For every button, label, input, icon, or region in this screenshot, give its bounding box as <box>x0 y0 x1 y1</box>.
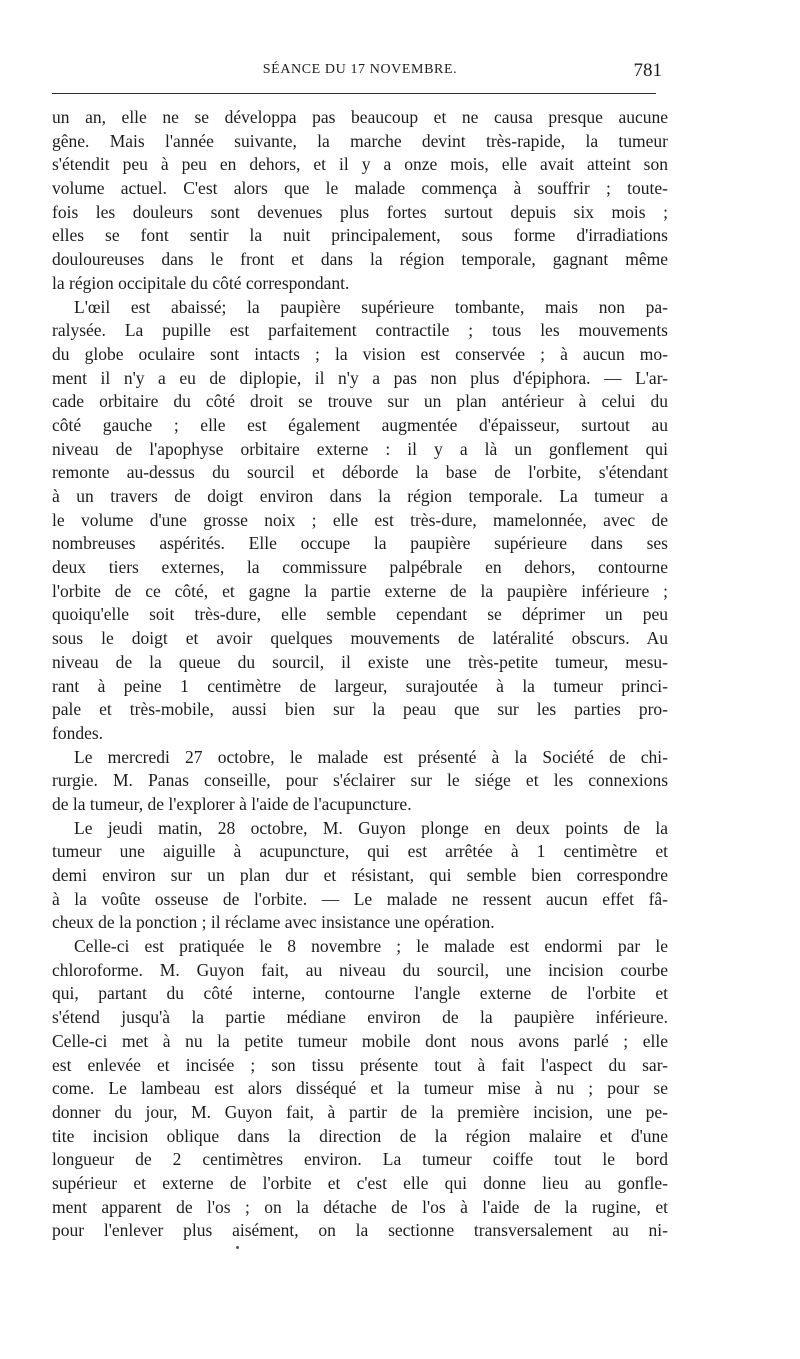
text-line: la région occipitale du côté correspondant. <box>52 272 350 293</box>
text-line: longueur de 2 centimètres environ. La tumeur coiffe tout le bord <box>52 1149 668 1170</box>
text-line: qui, partant du côté interne, contourne l'angle externe de l'orbite et <box>52 983 668 1004</box>
paragraph-start-line: Le jeudi matin, 28 octobre, M. Guyon plonge en deux points de la <box>74 817 668 838</box>
text-line: deux tiers externes, la commissure palpébrale en dehors, contourne <box>52 557 668 578</box>
text-line: fois les douleurs sont devenues plus fortes surtout depuis six mois ; <box>52 201 668 222</box>
text-line: ment il n'y a eu de diplopie, il n'y a pas non plus d'épiphora. — L'ar- <box>52 367 668 388</box>
text-line: de la tumeur, de l'explorer à l'aide de l'acupuncture. <box>52 793 412 814</box>
text-line: volume actuel. C'est alors que le malade commença à souffrir ; toute- <box>52 178 668 199</box>
text-line: s'étend jusqu'à la partie médiane environ de la paupière inférieure. <box>52 1007 668 1028</box>
text-line: fondes. <box>52 722 104 743</box>
text-line: chloroforme. M. Guyon fait, au niveau du sourcil, une incision courbe <box>52 959 668 980</box>
text-line: niveau de l'apophyse orbitaire externe : il y a là un gonflement qui <box>52 438 668 459</box>
paragraph-start-line: Le mercredi 27 octobre, le malade est présenté à la Société de chi- <box>74 746 668 767</box>
text-line: pale et très-mobile, aussi bien sur la peau que sur les parties pro- <box>52 699 668 720</box>
text-line: à un travers de doigt environ dans la région temporale. La tumeur a <box>52 486 668 506</box>
text-line: quoiqu'elle soit très-dure, elle semble cependant se déprimer un peu <box>52 604 668 625</box>
text-line: tite incision oblique dans la direction de la région malaire et d'une <box>52 1125 668 1146</box>
text-line: remonte au-dessus du sourcil et déborde la base de l'orbite, s'étendant <box>52 462 668 483</box>
text-line: rurgie. M. Panas conseille, pour s'éclairer sur le siége et les connexions <box>52 770 668 791</box>
text-line: à la voûte osseuse de l'orbite. — Le malade ne ressent aucun effet fâ- <box>52 888 668 909</box>
text-line: gêne. Mais l'année suivante, la marche devint très-rapide, la tumeur <box>52 130 668 151</box>
paragraph-start-line: L'œil est abaissé; la paupière supérieure tombante, mais non pa- <box>74 296 668 317</box>
text-line: come. Le lambeau est alors disséqué et la tumeur mise à nu ; pour se <box>52 1078 668 1099</box>
text-line: s'étendit peu à peu en dehors, et il y a onze mois, elle avait atteint son <box>52 154 668 175</box>
text-line: douloureuses dans le front et dans la région temporale, gagnant même <box>52 249 668 270</box>
text-line: tumeur une aiguille à acupuncture, qui est arrêtée à 1 centimètre et <box>52 841 668 862</box>
running-title: SÉANCE DU 17 NOVEMBRE. <box>262 62 458 77</box>
running-header <box>52 60 668 86</box>
text-line: cade orbitaire du côté droit se trouve sur un plan antérieur à celui du <box>52 391 668 412</box>
body-text <box>52 106 668 1243</box>
text-line: cheux de la ponction ; il réclame avec insistance une opération. <box>52 912 495 933</box>
text-line: sous le doigt et avoir quelques mouvements de latéralité obscurs. Au <box>52 628 668 649</box>
text-line: pour l'enlever plus aisément, on la sectionne transversalement au ni- <box>52 1220 668 1241</box>
text-line: demi environ sur un plan dur et résistant, qui semble bien correspondre <box>52 865 668 885</box>
text-line: est enlevée et incisée ; son tissu présente tout à fait l'aspect du sar- <box>52 1054 668 1075</box>
text-line: elles se font sentir la nuit principalement, sous forme d'irradiations <box>52 225 668 246</box>
print-speck <box>236 1246 239 1249</box>
text-line: ment apparent de l'os ; on la détache de l'os à l'aide de la rugine, et <box>52 1196 668 1217</box>
text-line: Celle-ci met à nu la petite tumeur mobile dont nous avons parlé ; elle <box>52 1030 668 1051</box>
text-line: côté gauche ; elle est également augmentée d'épaisseur, surtout au <box>52 414 668 435</box>
page-number: 781 <box>633 60 662 81</box>
paragraph-start-line: Celle-ci est pratiquée le 8 novembre ; le malade est endormi par le <box>74 936 668 957</box>
text-line: un an, elle ne se développa pas beaucoup et ne causa presque aucune <box>52 107 668 127</box>
text-line: l'orbite de ce côté, et gagne la partie externe de la paupière inférieure ; <box>52 580 668 601</box>
text-line: rant à peine 1 centimètre de largeur, surajoutée à la tumeur princi- <box>52 675 668 696</box>
text-line: ralysée. La pupille est parfaitement contractile ; tous les mouvements <box>52 320 668 341</box>
text-line: le volume d'une grosse noix ; elle est très-dure, mamelonnée, avec de <box>52 509 668 530</box>
text-line: nombreuses aspérités. Elle occupe la paupière supérieure dans ses <box>52 533 668 554</box>
text-line: donner du jour, M. Guyon fait, à partir de la première incision, une pe- <box>52 1101 668 1122</box>
header-rule <box>52 93 656 94</box>
text-line: du globe oculaire sont intacts ; la vision est conservée ; à aucun mo- <box>52 343 668 364</box>
text-line: niveau de la queue du sourcil, il existe une très-petite tumeur, mesu- <box>52 651 668 672</box>
text-line: supérieur et externe de l'orbite et c'est elle qui donne lieu au gonfle- <box>52 1172 668 1193</box>
